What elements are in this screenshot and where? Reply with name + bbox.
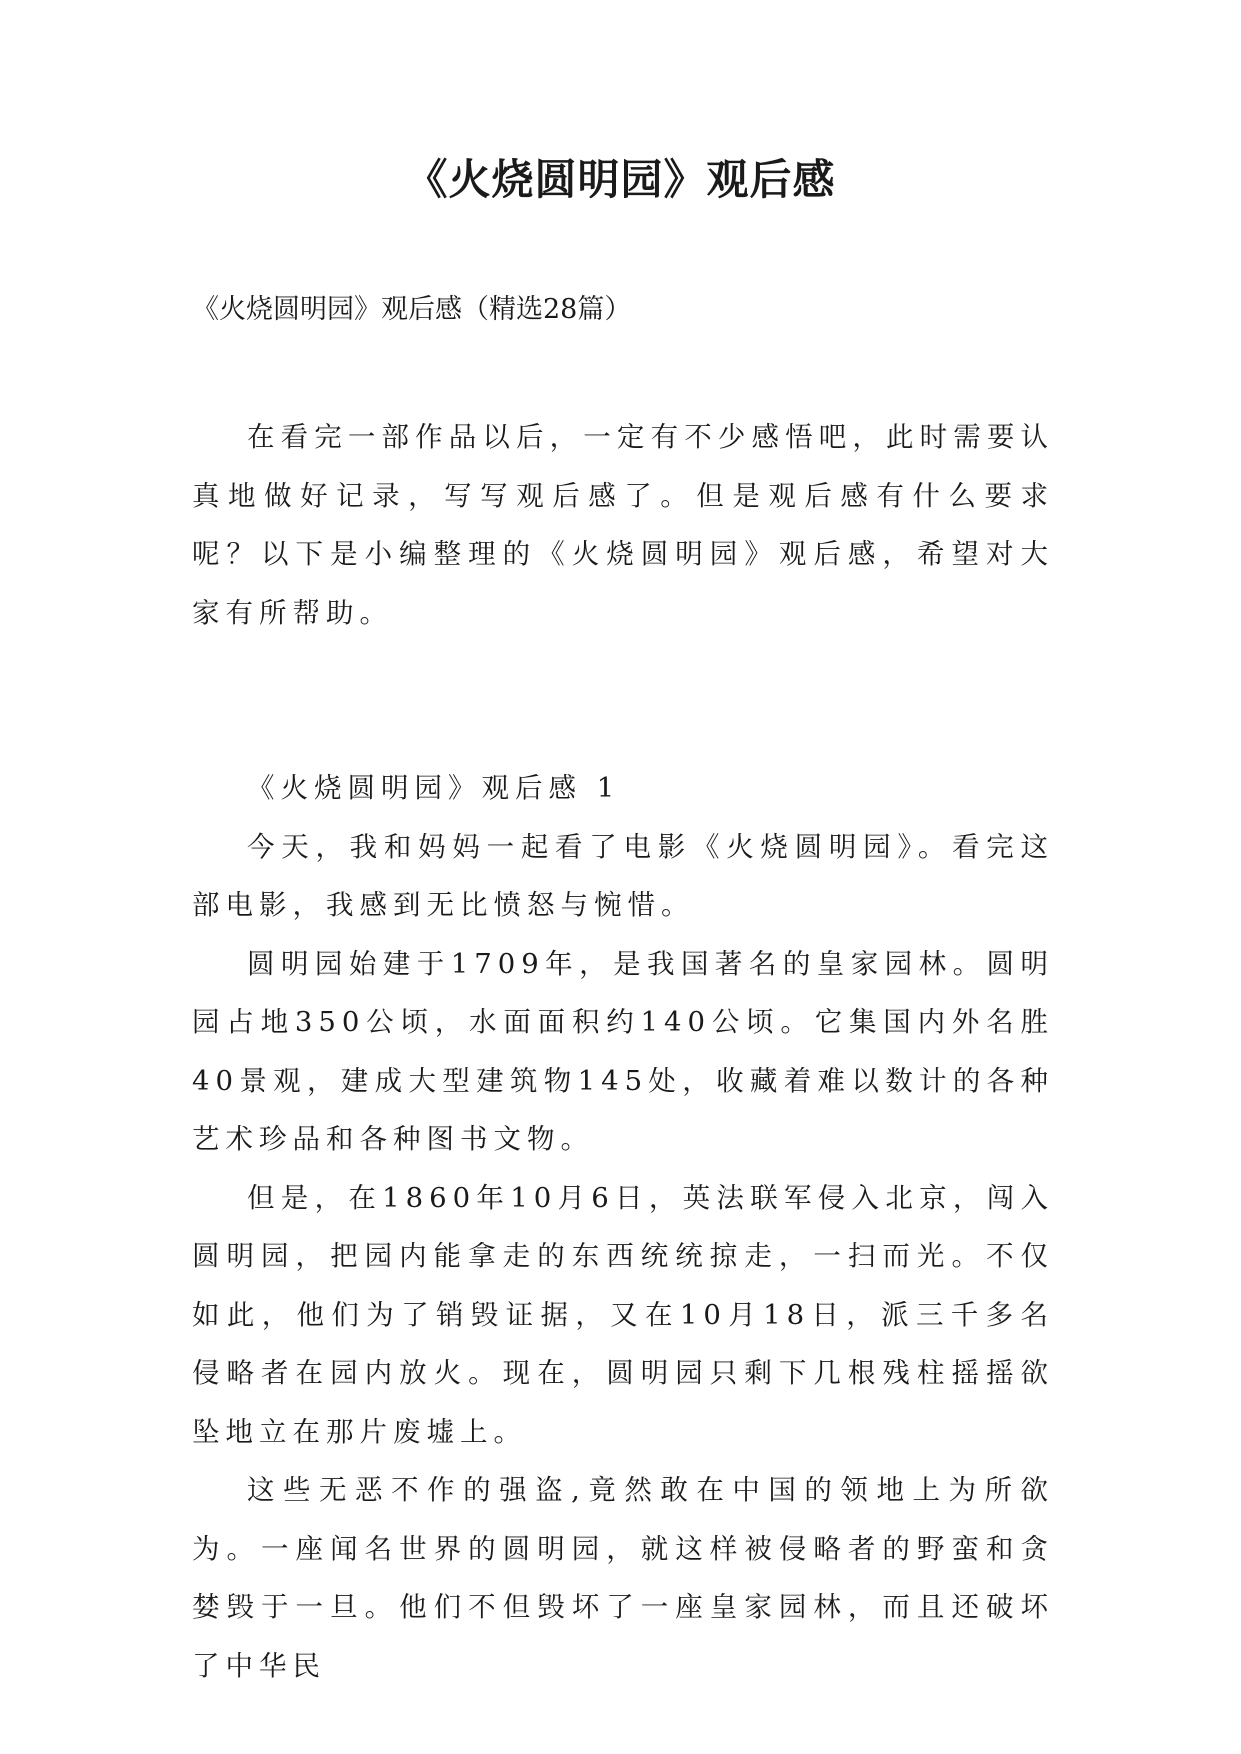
intro-paragraph: 在看完一部作品以后，一定有不少感悟吧，此时需要认真地做好记录，写写观后感了。但是观后感有什么要求呢？以下是小编整理的《火烧圆明园》观后感，希望对大家有所帮助。 — [192, 421, 1054, 629]
section-heading: 《火烧圆明园》观后感 1 — [247, 772, 621, 804]
body-paragraph: 圆明园始建于1709年，是我国著名的皇家园林。圆明园占地350公顷，水面面积约140公顷。它集国内外名胜40景观，建成大型建筑物145处，收藏着难以数计的各种艺术珍品和各种图书文物。 — [192, 947, 1054, 1155]
document-title: 《火烧圆明园》观后感 — [405, 155, 836, 204]
document-subtitle: 《火烧圆明园》观后感（精选28篇） — [192, 294, 632, 325]
body-paragraph: 但是，在1860年10月6日，英法联军侵入北京，闯入圆明园，把园内能拿走的东西统统掠走，一扫而光。不仅如此，他们为了销毁证据，又在10月18日，派三千多名侵略者在园内放火。现在，圆明园只剩下几根残柱摇摇欲坠地立在那片废墟上。 — [192, 1181, 1054, 1448]
paragraph-gap — [192, 642, 1054, 759]
body-paragraph: 今天，我和妈妈一起看了电影《火烧圆明园》。看完这部电影，我感到无比愤怒与惋惜。 — [192, 830, 1054, 921]
document-body — [192, 408, 1054, 1695]
body-paragraph: 这些无恶不作的强盗,竟然敢在中国的领地上为所欲为。一座闻名世界的圆明园，就这样被侵略者的野蛮和贪婪毁于一旦。他们不但毁坏了一座皇家园林，而且还破坏了中华民 — [192, 1474, 1054, 1682]
